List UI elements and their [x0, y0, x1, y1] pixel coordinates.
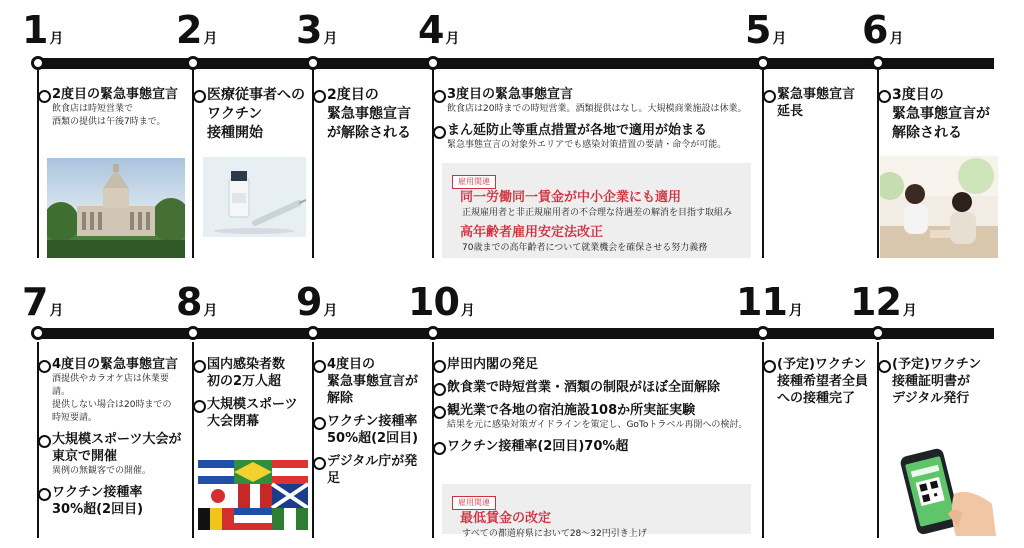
employment-note: 70歳までの高年齢者について就業機会を確保させる努力義務: [462, 243, 708, 253]
event-item: [36, 431, 186, 478]
event-title: (予定)ワクチン 接種希望者全員 への接種完了: [777, 357, 869, 406]
oct-events: [431, 356, 755, 461]
event-title: 4度目の緊急事態宣言: [52, 357, 179, 372]
employment-title: 最低賃金の改定: [460, 511, 552, 526]
event-note: 結果を元に感染対策ガイドラインを策定し、GoToトラベル再開への検討。: [447, 420, 748, 430]
event-title: 飲食業で時短営業・酒類の制限がほぼ全面解除: [447, 380, 721, 395]
event-title: ワクチン接種率 30%超(2回目): [52, 485, 144, 517]
month-label-aug: 8 月: [176, 280, 218, 324]
event-item: [311, 413, 429, 447]
month-label-may: 5 月: [745, 8, 787, 52]
event-note: 飲食店は20時までの時短営業。酒類提供はなし。大規模商業施設は休業。: [447, 104, 747, 114]
employment-note: すべての都道府県において28～32円引き上げ: [462, 529, 647, 539]
feb-events: [191, 86, 309, 149]
dec-events: [876, 356, 1001, 413]
month-label-jul: 7 月: [22, 280, 64, 324]
month-label-jan: 1 月: [22, 8, 64, 52]
sep-events: [311, 356, 429, 493]
month-label-oct: 10 月: [408, 280, 475, 324]
aug-events: [191, 356, 309, 436]
employment-note: 正規雇用者と非正規雇用者の不合理な待遇差の解消を目指す取組み: [462, 208, 733, 218]
smartphone-certificate-photo: [896, 444, 996, 536]
event-item: [311, 86, 429, 143]
event-note: 緊急事態宣言の対象外エリアでも感染対策措置の要請・命令が可能。: [447, 140, 727, 150]
timeline-node-mar: [306, 56, 320, 70]
month-label-feb: 2 月: [176, 8, 218, 52]
timeline-bar: [38, 328, 994, 339]
event-item: [431, 402, 755, 432]
event-title: 観光業で各地の宿泊施設108か所実証実験: [447, 403, 696, 418]
employment-title: 高年齢者雇用安定法改正: [460, 225, 604, 240]
employment-tag: 雇用関連: [452, 175, 496, 189]
timeline-bar: [38, 58, 994, 69]
event-title: ワクチン接種率(2回目)70%超: [447, 439, 629, 454]
timeline-node-aug: [186, 326, 200, 340]
month-label-apr: 4 月: [418, 8, 460, 52]
timeline-node-jun: [871, 56, 885, 70]
event-title: 4度目の 緊急事態宣言が 解除: [327, 357, 419, 406]
event-title: 大規模スポーツ 大会閉幕: [207, 397, 298, 429]
event-item: [36, 356, 186, 425]
timeline-node-oct: [426, 326, 440, 340]
timeline-node-sep: [306, 326, 320, 340]
nov-events: [761, 356, 873, 413]
event-title: 国内感染者数 初の2万人超: [207, 357, 286, 389]
month-label-mar: 3 月: [296, 8, 338, 52]
event-item: [761, 86, 873, 120]
restaurant-photo: [880, 156, 998, 258]
event-title: 2度目の 緊急事態宣言 が解除される: [327, 87, 411, 141]
world-flags-photo: [198, 460, 308, 530]
event-note: 飲食店は時短営業で 酒類の提供は午後7時まで。: [52, 104, 166, 127]
event-item: [191, 396, 309, 430]
jul-events: [36, 356, 186, 524]
timeline-row-2: [0, 272, 1024, 548]
event-title: 岸田内閣の発足: [447, 357, 539, 372]
event-item: [36, 86, 186, 129]
event-title: 医療従事者への ワクチン 接種開始: [207, 87, 305, 141]
month-label-dec: 12 月: [850, 280, 917, 324]
event-note: 異例の無観客での開催。: [52, 466, 152, 476]
event-title: 2度目の緊急事態宣言: [52, 87, 179, 102]
event-item: [431, 86, 753, 116]
timeline-node-feb: [186, 56, 200, 70]
timeline-node-dec: [871, 326, 885, 340]
month-label-nov: 11 月: [736, 280, 803, 324]
event-item: [191, 356, 309, 390]
event-item: [876, 356, 1001, 407]
event-title: (予定)ワクチン 接種証明書が デジタル発行: [892, 357, 982, 406]
event-item: [431, 356, 755, 373]
event-title: ワクチン接種率 50%超(2回目): [327, 414, 419, 446]
apr-events: [431, 86, 753, 158]
mar-events: [311, 86, 429, 149]
may-events: [761, 86, 873, 126]
event-title: 大規模スポーツ大会が 東京で開催: [52, 432, 182, 464]
diet-building-photo: [47, 158, 185, 258]
jan-events: [36, 86, 186, 135]
timeline-row-1: [0, 0, 1024, 272]
vaccine-vial-photo: [203, 157, 306, 237]
event-item: [876, 86, 996, 143]
event-item: [761, 356, 873, 407]
event-item: [431, 122, 753, 152]
jun-events: [876, 86, 996, 149]
employment-panel-oct: [442, 484, 751, 539]
event-title: 3度目の 緊急事態宣言が 解除される: [892, 87, 990, 141]
event-item: [191, 86, 309, 143]
employment-panel-apr: [442, 163, 751, 258]
employment-title: 同一労働同一賃金が中小企業にも適用: [460, 190, 682, 205]
month-label-sep: 9 月: [296, 280, 338, 324]
timeline-node-jan: [31, 56, 45, 70]
event-item: [431, 438, 755, 455]
event-title: デジタル庁が発足: [327, 454, 418, 486]
month-label-jun: 6 月: [862, 8, 904, 52]
event-title: まん延防止等重点措置が各地で適用が始まる: [447, 123, 708, 138]
event-item: [431, 379, 755, 396]
employment-tag: 雇用関連: [452, 496, 496, 510]
event-item: [36, 484, 186, 518]
timeline-node-apr: [426, 56, 440, 70]
timeline-node-may: [756, 56, 770, 70]
event-title: 3度目の緊急事態宣言: [447, 87, 574, 102]
timeline-node-nov: [756, 326, 770, 340]
event-note: 酒提供やカラオケ店は休業要請。 提供しない場合は20時までの 時短要請。: [52, 374, 172, 423]
event-title: 緊急事態宣言 延長: [777, 87, 856, 119]
event-item: [311, 356, 429, 407]
event-item: [311, 453, 429, 487]
timeline-node-jul: [31, 326, 45, 340]
